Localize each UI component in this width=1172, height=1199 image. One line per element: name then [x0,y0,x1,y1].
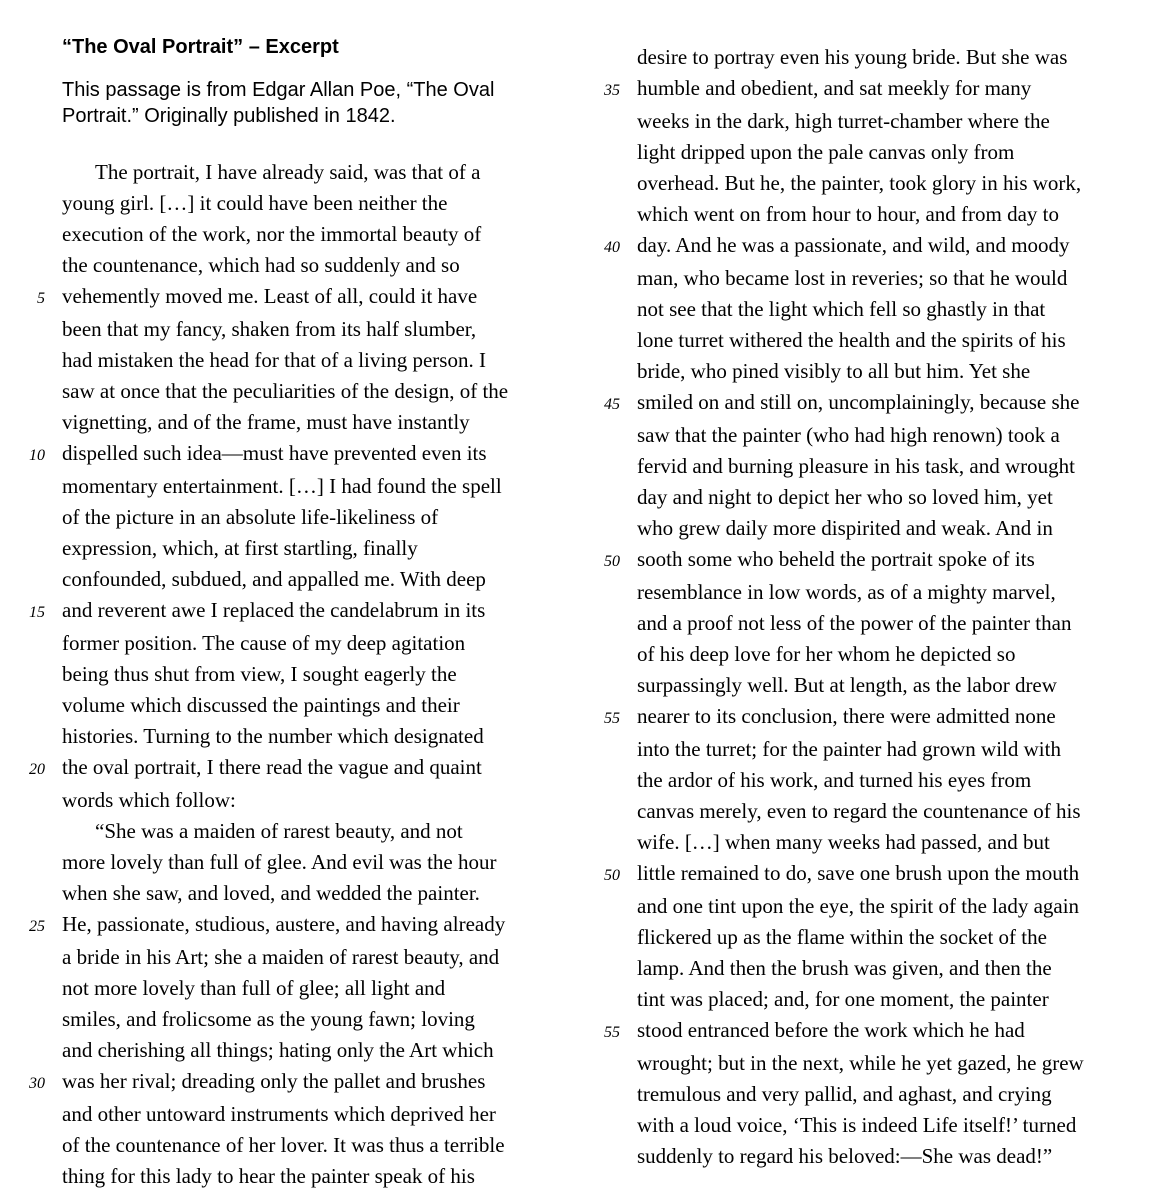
text-line [575,106,1172,137]
line-text: more lovely than full of glee. And evil was the hour [62,850,497,874]
line-text: volume which discussed the paintings and their [62,693,460,717]
line-text: histories. Turning to the number which designated [62,724,484,748]
text-line [575,482,1172,513]
line-text: was her rival; dreading only the pallet and brushes [62,1069,486,1093]
line-text: and cherishing all things; hating only the Art which [62,1038,494,1062]
text-line [0,973,575,1004]
text-line [0,659,575,690]
text-line [0,1161,575,1192]
text-line [0,847,575,878]
line-text: who grew daily more dispirited and weak. And in [637,516,1053,540]
right-column [575,42,1172,1172]
text-line [575,670,1172,701]
text-line [0,157,575,188]
line-text: humble and obedient, and sat meekly for many [637,76,1032,100]
line-number: 20 [29,761,45,778]
line-text: resemblance in low words, as of a mighty marvel, [637,580,1056,604]
line-number: 50 [604,867,620,884]
text-line [575,387,1172,420]
line-text: young girl. […] it could have been neither the [62,191,448,215]
line-text: little remained to do, save one brush upon the mouth [637,861,1080,885]
line-text: the oval portrait, I there read the vague and quaint [62,755,482,779]
line-text: been that my fancy, shaken from its half slumber, [62,317,477,341]
line-text: a bride in his Art; she a maiden of rarest beauty, and [62,945,500,969]
line-text: canvas merely, even to regard the countenance of his [637,799,1081,823]
text-line [575,953,1172,984]
text-line [0,502,575,533]
text-line [0,1130,575,1161]
text-line [575,137,1172,168]
line-text: and reverent awe I replaced the candelabrum in its [62,598,486,622]
line-text: tremulous and very pallid, and aghast, and crying [637,1082,1052,1106]
line-text: lamp. And then the brush was given, and then the [637,956,1052,980]
text-line [575,1110,1172,1141]
line-number: 45 [604,396,620,413]
text-line [575,577,1172,608]
line-text: execution of the work, nor the immortal beauty of [62,222,482,246]
line-text: momentary entertainment. […] I had found the spell [62,474,502,498]
line-text: desire to portray even his young bride. But she was [637,45,1068,69]
line-number: 30 [29,1075,45,1092]
text-line [0,1066,575,1099]
text-line [575,639,1172,670]
document-subtitle: This passage is from Edgar Allan Poe, “The Oval Portrait.” Originally published in 1842. [62,79,495,127]
line-text: the countenance, which had so suddenly and so [62,253,460,277]
text-line [575,734,1172,765]
text-line [575,168,1172,199]
text-line [575,325,1172,356]
text-line [575,1048,1172,1079]
line-text: day. And he was a passionate, and wild, and moody [637,233,1070,257]
line-text: nearer to its conclusion, there were admitted none [637,704,1056,728]
text-line [575,796,1172,827]
line-text: man, who became lost in reveries; so that he would [637,266,1068,290]
line-text: expression, which, at first startling, finally [62,536,418,560]
text-line [0,376,575,407]
line-text: saw at once that the peculiarities of the design, of the [62,379,509,403]
text-line [575,356,1172,387]
line-number: 15 [29,604,45,621]
text-line [575,891,1172,922]
line-text: confounded, subdued, and appalled me. With deep [62,567,486,591]
text-line [0,785,575,816]
line-text: and a proof not less of the power of the painter than [637,611,1072,635]
text-line [575,922,1172,953]
text-line [0,314,575,345]
line-number: 40 [604,239,620,256]
line-text: sooth some who beheld the portrait spoke of its [637,547,1035,571]
line-text: overhead. But he, the painter, took glory in his work, [637,171,1082,195]
text-line [0,721,575,752]
line-text: weeks in the dark, high turret-chamber where the [637,109,1050,133]
line-text: into the turret; for the painter had grown wild with [637,737,1061,761]
line-text: surpassingly well. But at length, as the labor drew [637,673,1057,697]
line-text: and one tint upon the eye, the spirit of the lady again [637,894,1080,918]
text-line [0,1035,575,1066]
line-text: when she saw, and loved, and wedded the painter. [62,881,480,905]
line-text: of his deep love for her whom he depicted so [637,642,1016,666]
line-text: dispelled such idea—must have prevented even its [62,441,487,465]
text-line [0,752,575,785]
text-line [575,451,1172,482]
line-number: 5 [37,290,45,307]
line-text: had mistaken the head for that of a living person. I [62,348,486,372]
line-text: vignetting, and of the frame, must have instantly [62,410,470,434]
text-line [575,701,1172,734]
text-line [0,471,575,502]
text-line [575,73,1172,106]
line-text: and other untoward instruments which deprived her [62,1102,496,1126]
right-column-lines [575,42,1172,1172]
line-text: words which follow: [62,788,236,812]
line-number: 55 [604,710,620,727]
text-line [575,1079,1172,1110]
line-text: vehemently moved me. Least of all, could it have [62,284,478,308]
line-text: with a loud voice, ‘This is indeed Life itself!’ turned [637,1113,1077,1137]
text-line [0,407,575,438]
line-text: flickered up as the flame within the socket of the [637,925,1047,949]
text-line [575,984,1172,1015]
text-line [0,250,575,281]
line-text: not see that the light which fell so ghastly in that [637,297,1046,321]
text-line [0,438,575,471]
line-text: light dripped upon the pale canvas only from [637,140,1015,164]
line-text: which went on from hour to hour, and from day to [637,202,1059,226]
text-line [0,628,575,659]
text-line [0,1099,575,1130]
line-number: 10 [29,447,45,464]
text-line [0,816,575,847]
text-line [575,608,1172,639]
line-text: “She was a maiden of rarest beauty, and not [95,819,463,843]
text-line [575,827,1172,858]
line-text: bride, who pined visibly to all but him. Yet she [637,359,1031,383]
text-line [575,1015,1172,1048]
text-line [575,513,1172,544]
line-text: thing for this lady to hear the painter speak of his [62,1164,475,1188]
text-line [0,219,575,250]
text-line [0,533,575,564]
line-text: lone turret withered the health and the spirits of his [637,328,1066,352]
text-line [575,230,1172,263]
text-line [575,765,1172,796]
line-text: the ardor of his work, and turned his eyes from [637,768,1032,792]
text-line [0,595,575,628]
text-line [0,1004,575,1035]
line-text: being thus shut from view, I sought eagerly the [62,662,457,686]
left-column-lines [0,157,575,1192]
line-text: not more lovely than full of glee; all light and [62,976,446,1000]
line-text: of the picture in an absolute life-likeliness of [62,505,439,529]
line-text: wife. […] when many weeks had passed, and but [637,830,1050,854]
text-line [0,345,575,376]
text-line [0,942,575,973]
text-line [575,42,1172,73]
text-line [575,544,1172,577]
line-text: smiles, and frolicsome as the young fawn; loving [62,1007,475,1031]
line-text: saw that the painter (who had high renown) took a [637,423,1060,447]
text-line [0,564,575,595]
text-line [575,1141,1172,1172]
text-line [0,909,575,942]
left-column [0,0,575,1192]
line-text: day and night to depict her who so loved him, yet [637,485,1053,509]
document-title: “The Oval Portrait” – Excerpt [62,36,339,58]
line-text: stood entranced before the work which he had [637,1018,1025,1042]
line-text: of the countenance of her lover. It was thus a terrible [62,1133,505,1157]
text-line [0,281,575,314]
line-text: smiled on and still on, uncomplainingly, because she [637,390,1080,414]
line-text: suddenly to regard his beloved:—She was dead!” [637,1144,1053,1168]
line-text: fervid and burning pleasure in his task, and wrought [637,454,1075,478]
line-text: tint was placed; and, for one moment, the painter [637,987,1049,1011]
line-number: 55 [604,1024,620,1041]
text-line [575,858,1172,891]
text-line [575,199,1172,230]
line-text: He, passionate, studious, austere, and having already [62,912,506,936]
line-text: former position. The cause of my deep agitation [62,631,466,655]
line-number: 50 [604,553,620,570]
line-text: wrought; but in the next, while he yet gazed, he grew [637,1051,1084,1075]
text-line [575,420,1172,451]
text-line [575,294,1172,325]
line-text: The portrait, I have already said, was that of a [95,160,481,184]
text-line [575,263,1172,294]
text-line [0,690,575,721]
line-number: 25 [29,918,45,935]
text-line [0,188,575,219]
line-number: 35 [604,82,620,99]
text-line [0,878,575,909]
